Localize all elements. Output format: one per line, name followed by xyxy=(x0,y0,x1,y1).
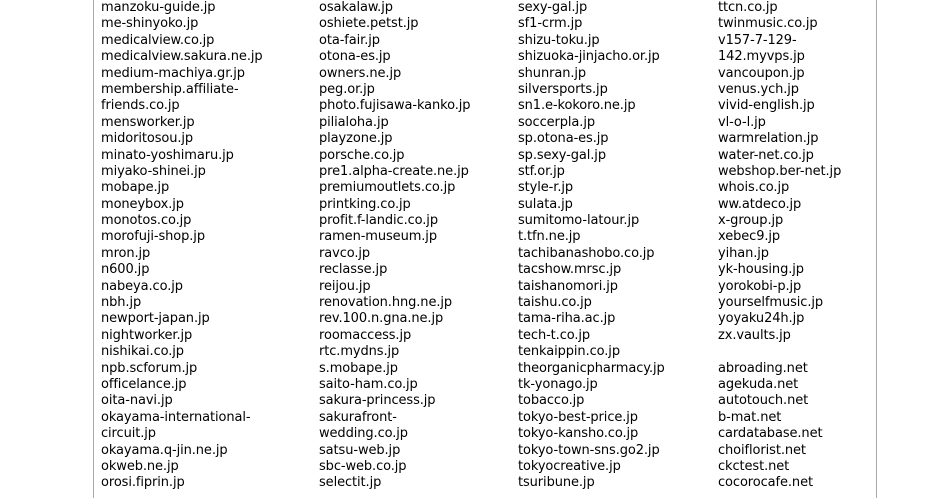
domain-entry: zx.vaults.jp xyxy=(718,327,791,343)
domain-entry: photo.fujisawa-kanko.jp xyxy=(319,98,471,114)
domain-entry: sakurafront- xyxy=(319,409,397,425)
domain-entry: sakura-princess.jp xyxy=(319,393,436,409)
domain-entry: webshop.ber-net.jp xyxy=(718,163,842,179)
domain-entry: tech-t.co.jp xyxy=(518,327,591,343)
domain-entry: manzoku-guide.jp xyxy=(101,0,216,15)
domain-entry: whois.co.jp xyxy=(718,180,790,196)
domain-entry: yoyaku24h.jp xyxy=(718,311,805,327)
domain-entry: newport-japan.jp xyxy=(101,311,210,327)
domain-entry: soccerpla.jp xyxy=(518,114,595,130)
domain-entry: premiumoutlets.co.jp xyxy=(319,180,456,196)
domain-entry: taishu.co.jp xyxy=(518,295,592,311)
domain-entry: twinmusic.co.jp xyxy=(718,16,818,32)
domain-entry: tokyo-town-sns.go2.jp xyxy=(518,442,660,458)
domain-entry: oshiete.petst.jp xyxy=(319,16,419,32)
domain-column-3 xyxy=(518,0,665,492)
domain-entry: b-mat.net xyxy=(718,409,782,425)
domain-entry: shunran.jp xyxy=(518,65,587,81)
domain-entry: saito-ham.co.jp xyxy=(319,376,418,392)
domain-entry: pilialoha.jp xyxy=(319,114,389,130)
domain-entry: officelance.jp xyxy=(101,376,187,392)
domain-entry: sbc-web.co.jp xyxy=(319,458,407,474)
domain-entry: pre1.alpha-create.ne.jp xyxy=(319,163,469,179)
domain-entry: tokyo-best-price.jp xyxy=(518,409,638,425)
domain-entry: medicalview.sakura.ne.jp xyxy=(101,49,263,65)
domain-entry: sf1-crm.jp xyxy=(518,16,583,32)
domain-entry: shizuoka-jinjacho.or.jp xyxy=(518,49,660,65)
domain-entry: otona-es.jp xyxy=(319,49,391,65)
domain-entry: porsche.co.jp xyxy=(319,147,405,163)
domain-entry: ravco.jp xyxy=(319,245,371,261)
domain-entry: rtc.mydns.jp xyxy=(319,344,400,360)
domain-entry: reijou.jp xyxy=(319,278,371,294)
domain-entry: tokyo-kansho.co.jp xyxy=(518,426,639,442)
domain-entry: yk-housing.jp xyxy=(718,262,804,278)
domain-entry: osakalaw.jp xyxy=(319,0,393,15)
domain-entry: profit.f-landic.co.jp xyxy=(319,213,438,229)
domain-entry: minato-yoshimaru.jp xyxy=(101,147,234,163)
domain-entry: yorokobi-p.jp xyxy=(718,278,802,294)
domain-entry: shizu-toku.jp xyxy=(518,32,600,48)
domain-entry: s.mobape.jp xyxy=(319,360,398,376)
domain-entry: autotouch.net xyxy=(718,393,809,409)
domain-entry: owners.ne.jp xyxy=(319,65,402,81)
domain-entry: cocorocafe.net xyxy=(718,475,813,491)
domain-entry: circuit.jp xyxy=(101,426,156,442)
domain-entry: tenkaippin.co.jp xyxy=(518,344,620,360)
domain-entry: v157-7-129- xyxy=(718,32,797,48)
domain-entry: tacshow.mrsc.jp xyxy=(518,262,622,278)
domain-entry: ota-fair.jp xyxy=(319,32,380,48)
domain-entry: sn1.e-kokoro.ne.jp xyxy=(518,98,636,114)
domain-entry: abroading.net xyxy=(718,360,808,376)
domain-entry: sp.otona-es.jp xyxy=(518,131,609,147)
domain-entry: rev.100.n.gna.ne.jp xyxy=(319,311,444,327)
domain-entry: okayama-international- xyxy=(101,409,251,425)
domain-entry: me-shinyoko.jp xyxy=(101,16,199,32)
domain-entry: 142.myvps.jp xyxy=(718,49,805,65)
domain-entry: xebec9.jp xyxy=(718,229,781,245)
domain-entry: choiflorist.net xyxy=(718,442,806,458)
domain-entry: tokyocreative.jp xyxy=(518,458,621,474)
domain-entry: venus.ych.jp xyxy=(718,81,799,97)
domain-entry: moneybox.jp xyxy=(101,196,184,212)
domain-entry: oita-navi.jp xyxy=(101,393,173,409)
domain-entry: vivid-english.jp xyxy=(718,98,815,114)
domain-entry: midoritosou.jp xyxy=(101,131,194,147)
domain-entry: t.tfn.ne.jp xyxy=(518,229,581,245)
domain-entry: membership.affiliate- xyxy=(101,81,239,97)
domain-entry: theorganicpharmacy.jp xyxy=(518,360,665,376)
domain-entry: satsu-web.jp xyxy=(319,442,401,458)
domain-entry: playzone.jp xyxy=(319,131,393,147)
domain-entry: orosi.fiprin.jp xyxy=(101,475,185,491)
domain-entry: monotos.co.jp xyxy=(101,213,192,229)
domain-entry: silversports.jp xyxy=(518,81,608,97)
domain-entry: okweb.ne.jp xyxy=(101,458,179,474)
domain-entry: miyako-shinei.jp xyxy=(101,163,206,179)
domain-entry: ckctest.net xyxy=(718,458,790,474)
domain-entry: medicalview.co.jp xyxy=(101,32,215,48)
domain-column-4 xyxy=(718,0,841,492)
domain-entry: water-net.co.jp xyxy=(718,147,814,163)
domain-entry: tobacco.jp xyxy=(518,393,585,409)
domain-entry: sulata.jp xyxy=(518,196,573,212)
domain-entry: taishanomori.jp xyxy=(518,278,618,294)
domain-entry: sumitomo-latour.jp xyxy=(518,213,640,229)
domain-entry: vl-o-l.jp xyxy=(718,114,766,130)
domain-entry: friends.co.jp xyxy=(101,98,180,114)
domain-column-1 xyxy=(101,0,263,492)
domain-entry: yihan.jp xyxy=(718,245,769,261)
domain-entry: tk-yonago.jp xyxy=(518,376,598,392)
domain-entry: sp.sexy-gal.jp xyxy=(518,147,606,163)
domain-entry: mensworker.jp xyxy=(101,114,195,130)
domain-entry: nightworker.jp xyxy=(101,327,193,343)
domain-entry: tachibanashobo.co.jp xyxy=(518,245,655,261)
domain-entry: medium-machiya.gr.jp xyxy=(101,65,245,81)
domain-entry: n600.jp xyxy=(101,262,150,278)
blank-row xyxy=(718,344,841,360)
domain-entry: style-r.jp xyxy=(518,180,574,196)
domain-entry: mron.jp xyxy=(101,245,151,261)
domain-entry: morofuji-shop.jp xyxy=(101,229,205,245)
domain-entry: nabeya.co.jp xyxy=(101,278,183,294)
domain-entry: peg.or.jp xyxy=(319,81,375,97)
domain-entry: wedding.co.jp xyxy=(319,426,408,442)
domain-entry: nishikai.co.jp xyxy=(101,344,184,360)
domain-entry: ttcn.co.jp xyxy=(718,0,778,15)
domain-entry: cardatabase.net xyxy=(718,426,823,442)
domain-column-2 xyxy=(319,0,470,492)
domain-entry: ramen-museum.jp xyxy=(319,229,437,245)
domain-entry: reclasse.jp xyxy=(319,262,388,278)
domain-entry: tama-riha.ac.jp xyxy=(518,311,616,327)
domain-entry: roomaccess.jp xyxy=(319,327,412,343)
domain-entry: warmrelation.jp xyxy=(718,131,819,147)
domain-entry: yourselfmusic.jp xyxy=(718,295,824,311)
domain-entry: agekuda.net xyxy=(718,376,799,392)
domain-entry: nbh.jp xyxy=(101,295,142,311)
domain-entry: mobape.jp xyxy=(101,180,170,196)
domain-entry: selectit.jp xyxy=(319,475,382,491)
domain-entry: renovation.hng.ne.jp xyxy=(319,295,453,311)
domain-entry: tsuribune.jp xyxy=(518,475,595,491)
domain-entry: npb.scforum.jp xyxy=(101,360,198,376)
domain-entry: ww.atdeco.jp xyxy=(718,196,802,212)
domain-entry: okayama.q-jin.ne.jp xyxy=(101,442,228,458)
domain-entry: vancoupon.jp xyxy=(718,65,805,81)
domain-entry: x-group.jp xyxy=(718,213,784,229)
domain-entry: sexy-gal.jp xyxy=(518,0,588,15)
domain-entry: printking.co.jp xyxy=(319,196,411,212)
domain-entry: stf.or.jp xyxy=(518,163,565,179)
